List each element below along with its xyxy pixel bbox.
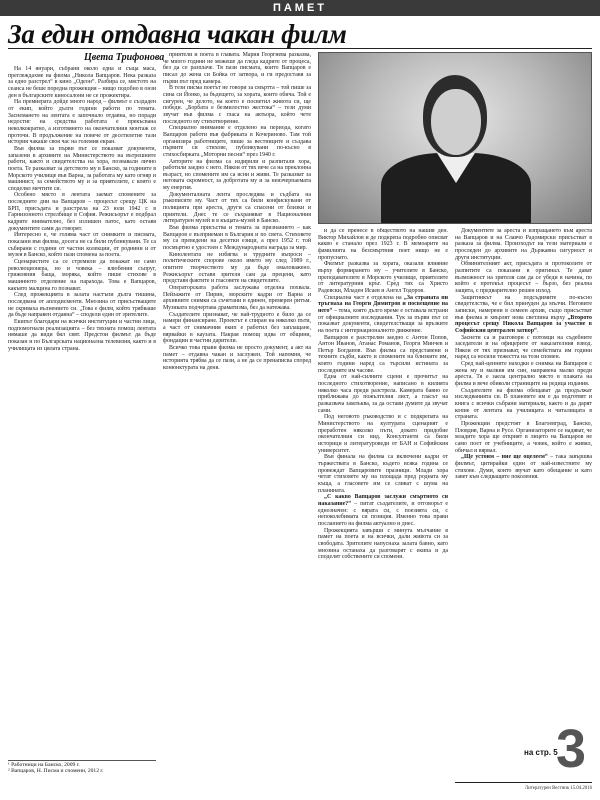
paragraph: Във финала на филма са включени кадри от тържествата в Банско, където всяка година се провеждат Вапцаровите празници. Млади хора четат стиховете му на площада пред родната му къща, а гласовете им се сливат с шума на планината.	[318, 454, 448, 494]
paragraph: На 14 януари, събрани около една и съща маса, преглеждахме на филма „Никола Вапцаров. Нека разказа за едно разстрел“ в кино „Одеон“. Разбира се, мястото на сеанса не беше поредна прожекция – нищо подобно в онзи ден в българските киносалони не се прожектира.	[8, 66, 156, 99]
paragraph: Авторите на филма са издирили и разпитали хора, работили заедно с него. Някои от тях вече са на преклонна възраст, но спомените им са ясни и живи. Те разказват за неговата скромност, за добротата му и за неизчерпаемата му енергия.	[163, 158, 311, 192]
paragraph: Прожекции предстоят в Благоевград, Банско, Пловдив, Варна и Русе. Организаторите се надяват, че младите хора ще открият в лицето на Вапцаров не само поет от учебниците, а човек, който е живял, обичал и вярвал.	[455, 421, 592, 454]
paragraph: Особено място в лентата заемат спомените за последните дни на Вапцаров – процесът срещу ЦК на БРП, присъдата и разстрела на 23 юли 1942 г. в Гарнизонното стрелбище в София. Режисьорът е подбрал кадрите внимателно, без излишен патос, като оставя документите сами да говорят.	[8, 192, 156, 232]
continued-label: на стр. 5	[524, 748, 558, 757]
paragraph: Защитникът на подсъдимите по-късно свидетелства, че е бил принуден да мълчи. Неговите записки, намерени в семеен архив, също присъстват във филма и хвърлят нова светлина върху „Второто процесът срещу Никола Вапцаров за участие в Софийския централен затвор“.	[455, 294, 592, 334]
paragraph: Сред най-ценните находки е снимка на Вапцаров с жена му и малкия им син, направена малко преди ареста. Тя е заела централно място в плаката на филма и вече обиколи страниците на редица издания.	[455, 361, 592, 388]
page-number: 3	[556, 719, 587, 779]
paragraph: Операторската работа заслужава отделна похвала. Пейзажите от Пирин, морските кадри от Варна и архивните снимки са съчетани в единен, премерен ритъм. Музиката подчертава драматизма, без да натежава.	[163, 284, 311, 311]
paragraph: Филмът разказва за хората, оказали влияние върху формирането му – учителите в Банско, преподавателите в Морското училище, приятелите от литературния кръг. Сред тях са Христо Радевски, Младен Исаев и Ангел Тодоров.	[318, 261, 448, 294]
article-author: Цвета Трифонова	[84, 52, 165, 63]
paragraph: „Ще устоим – ние ще оцелеем“ – така завършва филмът, цитирайки един от най-известните му стихове. Думи, които звучат като обещание и като завет към следващите поколения.	[455, 454, 592, 481]
paragraph: Документите за ареста и изпращането към ареста на Вапцаров и на Славчо Радомирски присъстват в разказа за филма. Произходът на тези материали е проследен до архивите на Държавна сигурност и други институции.	[455, 228, 592, 261]
paragraph: Специална част е отделена на „За страната ни тръгнаха на Георги Димитров и посвещение на него“ – тема, която дълго време е оставала встрани от официалните изследвания. Тук за първи път се показват документи, свидетелстващи за връзките на поета с интернационалното движение.	[318, 294, 448, 334]
footnote-item: ² Вапцаров, Н. Писма и спомени, 2012 г.	[8, 768, 104, 775]
text-column-3	[318, 228, 448, 776]
paragraph: Създателите признават, че най-трудното е било да се намери финансиране. Проектът е спиран на няколко пъти, а част от снимачния екип е работил без заплащане, вярвайки в каузата. Накрая помощ идва от общини, фондации и частни дарители.	[163, 311, 311, 345]
paragraph: Под неговото ръководство и с подкрепата на Министерството на културата сценарият е преработен няколко пъти, докато придобие окончателния си вид. Консултанти са били историци и литературоведи от БАН и Софийския университет.	[318, 414, 448, 454]
paragraph: Заснети са и разговори с потомци на съдебните заседатели и на офицерите от наказателния взвод. Някои от тях признават, че семействата им години наред са носили тежестта на този спомен.	[455, 334, 592, 361]
paragraph: и да се пренесе в обществото на нашия ден. Виктор Михайлов и де подкрепа подробно описват какво е станало през 1923 г. В мемоарите на фамилията на безсмъртния поет нищо не е пропуснато.	[318, 228, 448, 261]
paragraph: Вапцаров е разстрелян заедно с Антон Попов, Антон Иванов, Атанас Романов, Георги Минчев и Петър Богданов. Във филма са представени и техните съдби, както и спомените на близките им, които години наред са търсили истината за последните им часове.	[318, 334, 448, 374]
paragraph: Екипът благодари на всички институции и частни лица, подпомогнали реализацията – без тяхната помощ лентата нямаше да види бял свят. Предстои филмът да бъде показан и по Българската национална телевизия, както и в училищата из цялата страна.	[8, 318, 156, 352]
text-column-1	[8, 66, 156, 776]
paragraph: Прожекцията завърши с минута мълчание в памет на поета и на всички, дали живота си за свободата. Зрителите напуснаха залата бавно, като мнозина останаха да разговарят с екипа и да споделят собствените си спомени.	[318, 527, 448, 561]
text-column-4	[455, 228, 592, 740]
paragraph: Една от най-силните сцени е прочитът на последното стихотворение, написано в килията няколко часа преди разстрела. Камерата бавно се приближава до пожълтелия лист, а гласът на разказвача замлъква, за да остави думите да звучат сами.	[318, 374, 448, 414]
paragraph: Всичко това прави филма не просто документ, а акт на памет – отдавна чакан и заслужен. Той напомня, че историята трябва да се пази, а не да се пренаписва според конюнктурата на деня.	[163, 344, 311, 371]
paragraph: Кинолентата не избягва и трудните въпроси – политическите спорове около името му след 1989 г., опитите творчеството му да бъде омаловажено. Режисьорът оставя зрителя сам да прецени, като представя фактите и гласовете на свидетелите.	[163, 251, 311, 285]
paragraph: приятели и поета в главата. Мария Георгиева разказва, че много години не можеше да гледа кадрите от процеса, без да се разплаче. Тя пази писмата, които Вапцаров е писал до жена си Бойка от затвора, и ги предоставя за първи път пред камера.	[163, 52, 311, 85]
paragraph: На премиерата дойде много народ – филмът е създаден от екип, който дълги години работи по темата. Заснемането на лентата е започнало отдавна, но поради недостиг на средства работата е прекъсвана неколкократно, а изготвянето на окончателния монтаж се проточи. В продължение на повече от десетилетие тази история чакаше своя час на големия екран.	[8, 99, 156, 146]
text-column-2	[163, 52, 311, 776]
paragraph: Документалната лента проследява и съдбата на ръкописите му. Част от тях са били конфискувани от полицията при ареста, други са спасени от близки и приятели. Днес те се съхраняват в Националния литературен музей и в къщата-музей в Банско.	[163, 191, 311, 225]
title-rule	[8, 48, 592, 49]
article-title: За един отдавна чакан филм	[8, 19, 347, 49]
paragraph: Сценаристите са се стремили да покажат не само революционера, но и човека – влюбения съпруг, грижовния баща, моряка, който пише стихове в машинното отделение на парахода. Това е Вапцаров, какъвто малцина го познават.	[8, 259, 156, 292]
paragraph: Обвинителният акт, присъдата и протоколите от разпитите са показани в оригинал. Те дават възможност на зрителя сам да се убеди в начина, по който е протекъл процесът – бързо, без реална защита, с предварително решен изход.	[455, 261, 592, 294]
paragraph: Създателите на филма обещават да продължат изследванията си. В плановете им е да подготвят и книга с всички събрани материали, както и да дарят копие от лентата на училищата и читалищата в страната.	[455, 387, 592, 421]
footnotes	[8, 760, 156, 775]
footnote-item: ¹ Работници на Банско, 2009 г.	[8, 762, 80, 768]
paragraph: В тези писма поетът не говори за смъртта – той пише за сина си Йонко, за бъдещето, за хората, които обича. Той е сигурен, че делото, на което е посветил живота си, ще победи. „Борбата е безмилостно жестока“ – тези думи звучат във филма с гласа на актьора, който чете последното му стихотворение.	[163, 85, 311, 125]
paragraph: След прожекцията в залата настъпи дълга тишина, последвана от аплодисменти. Мнозина от присъстващите не скриваха вълнението си. „Това е филм, който трябваше да бъде направен отдавна“ – сподели един от зрителите.	[8, 292, 156, 319]
portrait-photo	[318, 52, 592, 224]
publication-info: Литературен Вестник 15.04.2016	[524, 786, 592, 791]
paragraph: Във филма за първи път се показват документи, запазени в архивите на Министерството на вътрешните работи, както и свидетелства на хора, познавали лично поета. Те разказват за детството му в Банско, за годините в Морското училище във Варна, за работата му като огняр и машинист, за семейството му и за приятелите, с които е споделял мечтите си.	[8, 145, 156, 192]
paragraph: Интересно е, че голяма част от снимките и писмата, показани във филма, досега не са били публикувани. Те са събирани с години от частни колекции, от роднини и от музея в Банско, който пази спомена за поета.	[8, 232, 156, 259]
footer-rule	[455, 782, 592, 783]
paragraph: Специално внимание е отделено на периода, когато Вапцаров работи във фабриката в Кочериново. Там той организира работниците, пише за вестниците и създава първите си стихове, публикувани по-късно в стихосбирката „Моторни песни“ през 1940 г.	[163, 125, 311, 158]
paragraph: Във филма присъства и темата за признанието – как Вапцаров е възприеман в България и по света. Стиховете му са преведени на десетки езици, а през 1952 г. той посмъртно е удостоен с Международната награда за мир.	[163, 225, 311, 252]
section-header: ПАМЕТ	[0, 0, 600, 16]
photo-face	[431, 89, 481, 155]
paragraph: „С какво Вапцаров заслужи смъртното си наказание?“ – питат създателите, и отговорът е еднозначен: с вярата си, с поезията си, с непоколебимата си позиция. Именно това прави посланието на филма актуално и днес.	[318, 494, 448, 527]
